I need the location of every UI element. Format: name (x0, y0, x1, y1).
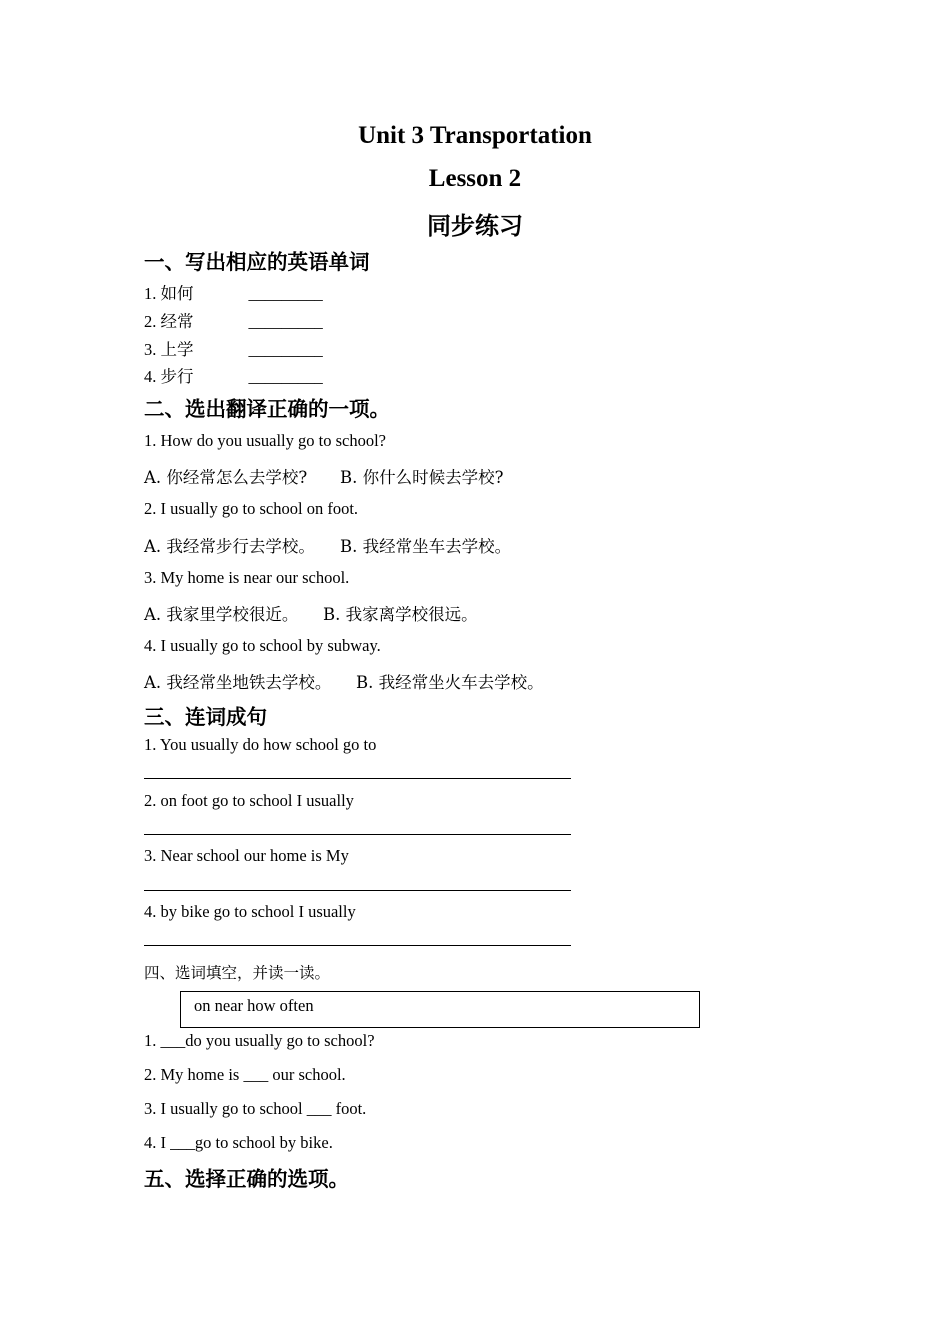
translation-option-a: A. 你经常怎么去学校? (144, 468, 308, 487)
vocab-number: 1. (144, 284, 157, 303)
practice-title: 同步练习 (427, 212, 523, 240)
vocab-blank: _________ (248, 284, 323, 303)
fill-blank-item: 2. My home is ___ our school. (144, 1065, 346, 1084)
section4-heading: 四、选词填空，并读一读。 (144, 964, 331, 982)
vocab-number: 3. (144, 340, 157, 359)
section3-heading: 三、连词成句 (144, 705, 267, 729)
translation-option-b: B. 我家离学校很远。 (323, 605, 478, 624)
vocab-blank: _________ (248, 340, 323, 359)
scrambled-sentence: 3. Near school our home is My (144, 846, 349, 865)
vocab-blank: _________ (248, 367, 323, 386)
scrambled-sentence: 4. by bike go to school I usually (144, 902, 356, 921)
translation-option-b: B. 我经常坐车去学校。 (340, 537, 512, 556)
fill-blank-item: 4. I ___go to school by bike. (144, 1133, 333, 1152)
vocab-word: 经常 (160, 312, 194, 331)
vocab-word: 上学 (160, 340, 194, 359)
fill-blank-item: 1. ___do you usually go to school? (144, 1031, 375, 1050)
vocab-item (144, 363, 323, 387)
translation-question: 2. I usually go to school on foot. (144, 499, 359, 518)
vocab-word: 步行 (160, 367, 194, 386)
answer-line (144, 778, 571, 779)
answer-line (144, 890, 571, 891)
translation-option-b: B. 我经常坐火车去学校。 (356, 673, 544, 692)
answer-line (144, 834, 571, 835)
scrambled-sentence: 2. on foot go to school I usually (144, 791, 354, 810)
translation-option-a: A. 我家里学校很近。 (144, 605, 299, 624)
vocab-item (144, 280, 323, 304)
vocab-item (144, 308, 323, 332)
answer-line (144, 945, 571, 946)
vocab-item (144, 336, 323, 360)
section2-heading: 二、选出翻译正确的一项。 (144, 397, 390, 421)
translation-question: 1. How do you usually go to school? (144, 431, 386, 450)
vocab-number: 4. (144, 367, 157, 386)
translation-question: 4. I usually go to school by subway. (144, 636, 381, 655)
section1-heading: 一、写出相应的英语单词 (144, 250, 370, 274)
translation-option-a: A. 我经常坐地铁去学校。 (144, 673, 332, 692)
vocab-blank: _________ (248, 312, 323, 331)
translation-option-b: B. 你什么时候去学校? (340, 468, 504, 487)
translation-option-a: A. 我经常步行去学校。 (144, 537, 315, 556)
lesson-title: Lesson 2 (428, 165, 522, 192)
fill-blank-item: 3. I usually go to school ___ foot. (144, 1099, 367, 1118)
vocab-word: 如何 (160, 284, 194, 303)
section5-heading: 五、选择正确的选项。 (144, 1167, 349, 1191)
word-bank: on near how often (194, 996, 314, 1015)
page-title: Unit 3 Transportation (358, 122, 592, 149)
translation-question: 3. My home is near our school. (144, 568, 350, 587)
scrambled-sentence: 1. You usually do how school go to (144, 735, 377, 754)
vocab-number: 2. (144, 312, 157, 331)
word-bank-box (180, 991, 700, 1028)
